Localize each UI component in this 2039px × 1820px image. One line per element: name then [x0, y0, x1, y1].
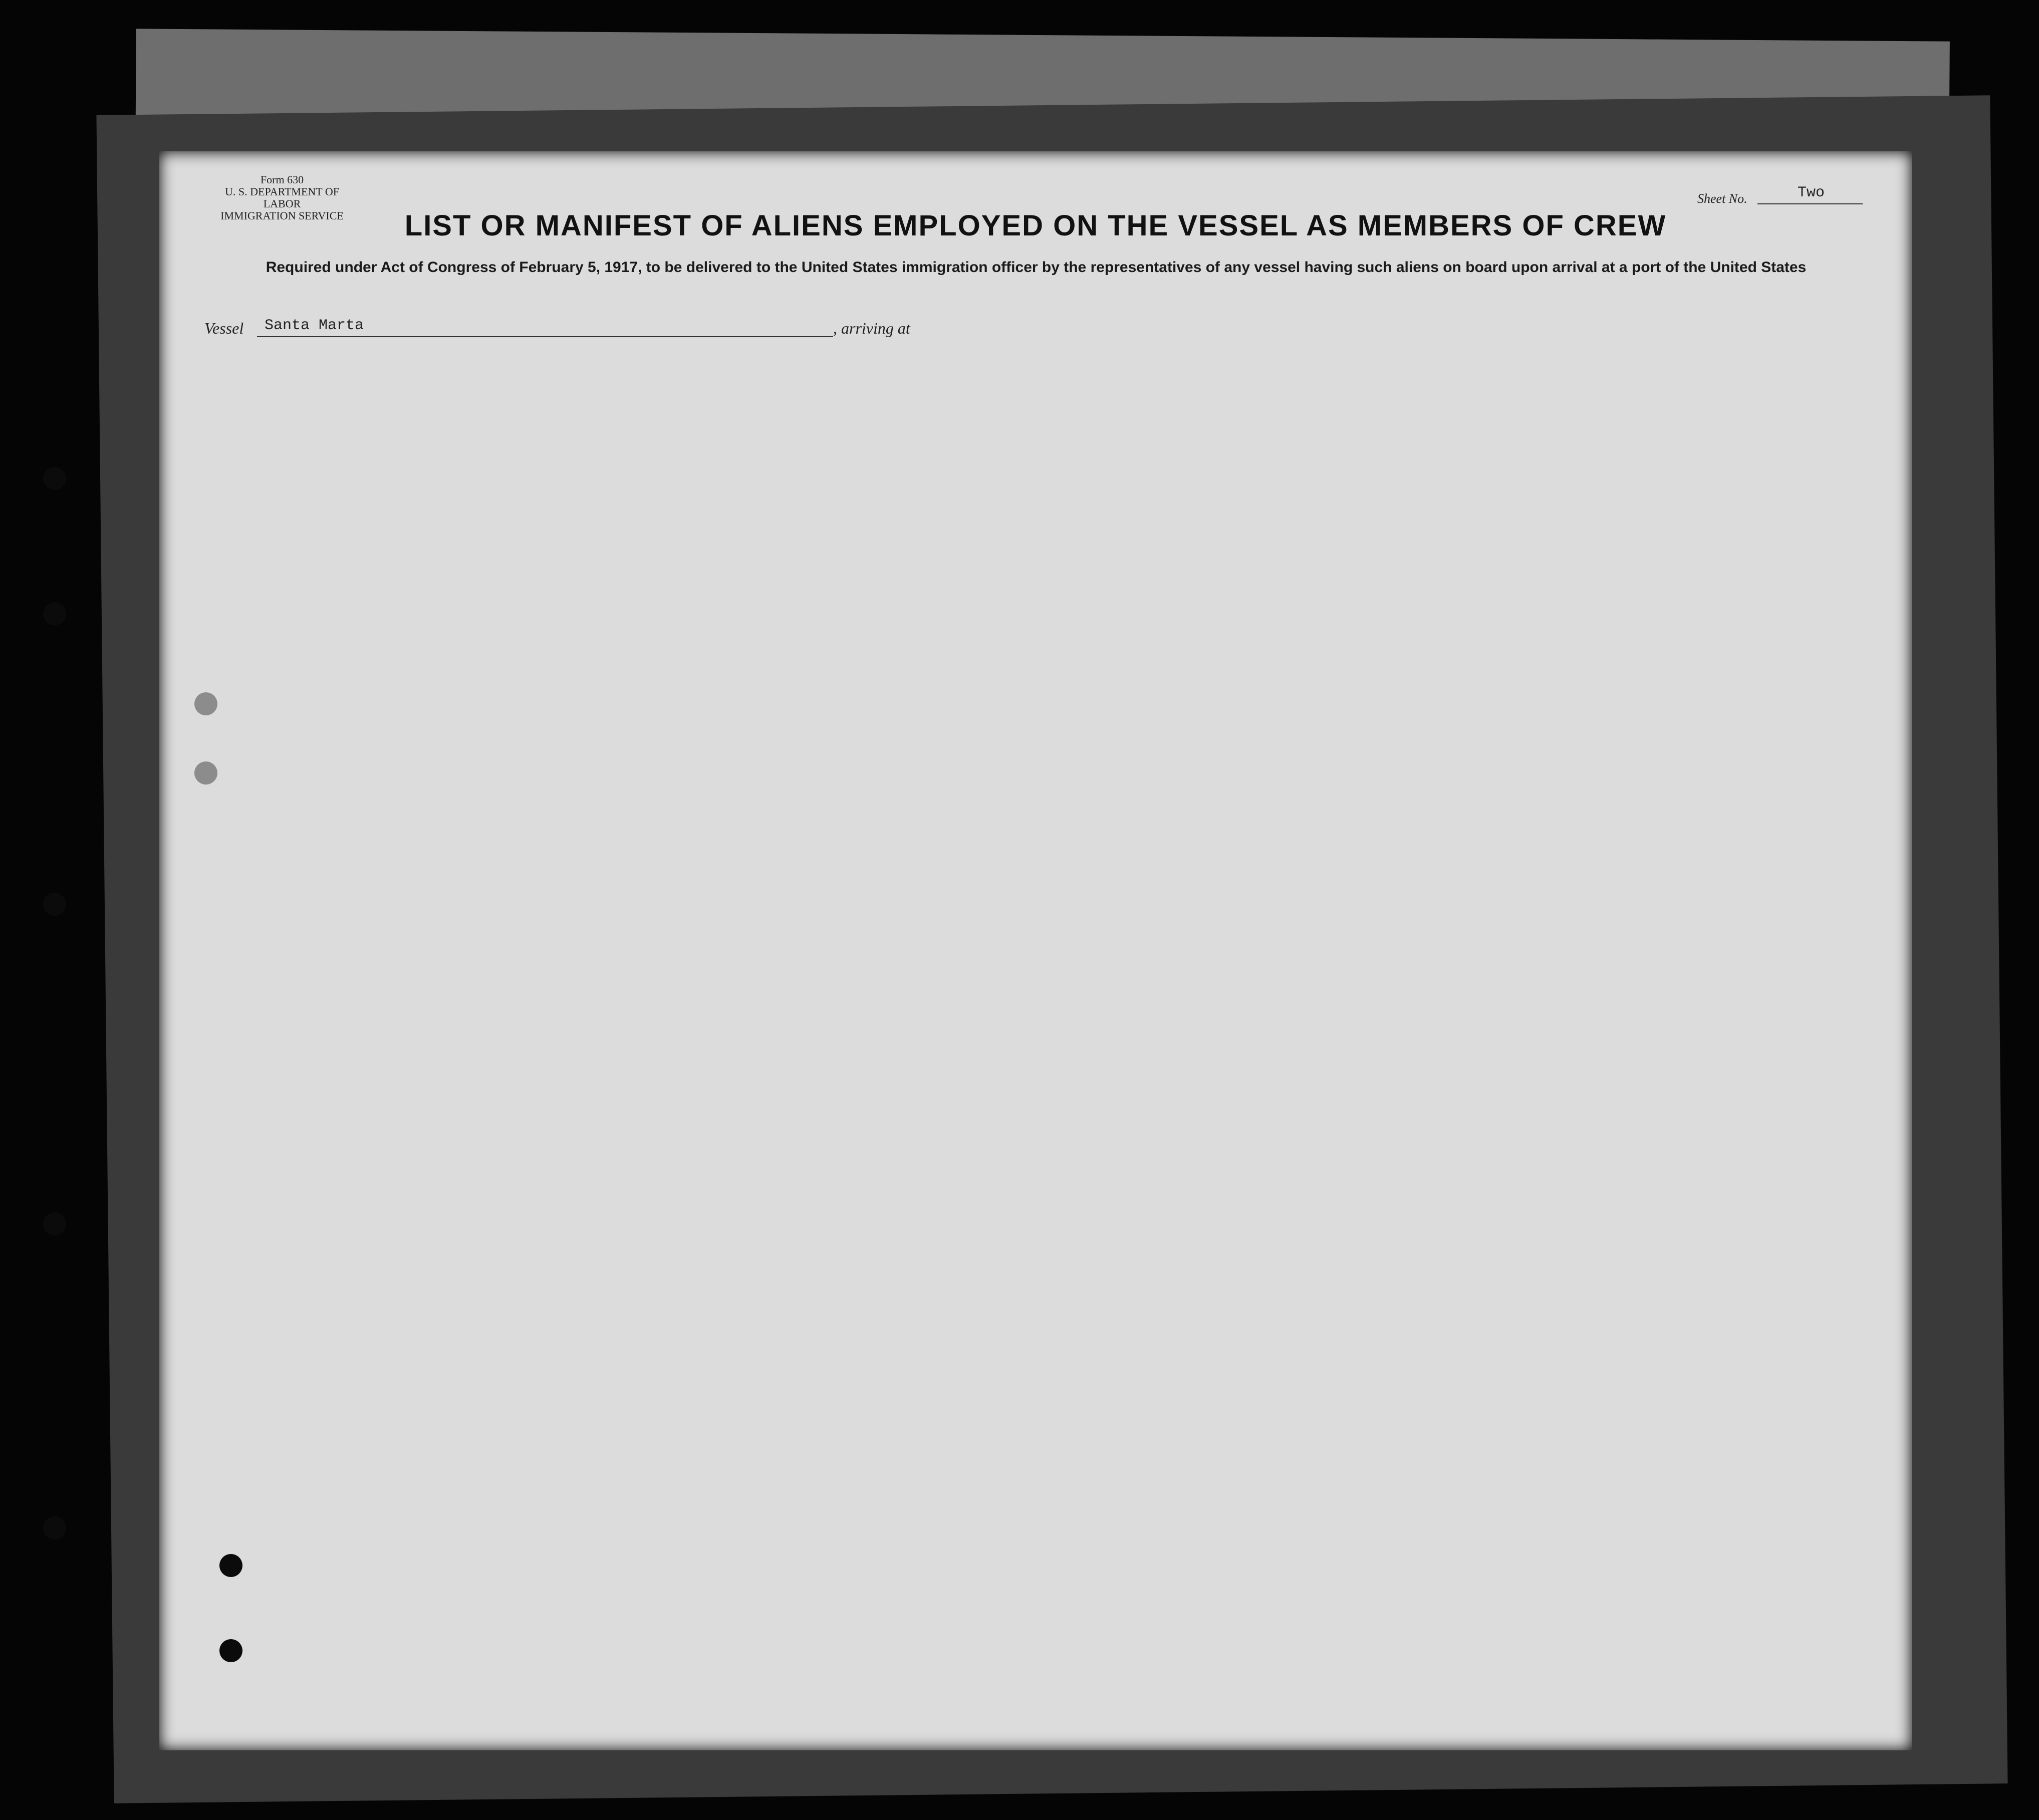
binder-hole	[43, 602, 66, 625]
binder-hole	[194, 692, 217, 715]
binder-hole	[43, 893, 66, 916]
page-subtitle: Required under Act of Congress of February 5, 1917, to be delivered to the United States immigration officer by the representatives of any vessel having such aliens on board upon arrival at a port of the United States	[266, 259, 1807, 276]
sheet-number-underline	[1757, 203, 1863, 204]
sheet-number-label: Sheet No.	[1697, 191, 1747, 206]
manifest-page	[159, 151, 1912, 1750]
form-number: Form 630	[260, 173, 304, 186]
binder-hole	[219, 1554, 242, 1577]
binder-hole	[43, 467, 66, 490]
arriving-label: , arriving at	[833, 319, 910, 337]
voyage-line	[159, 314, 1912, 344]
binder-hole	[219, 1639, 242, 1662]
sheet-number-value: Two	[1798, 184, 1825, 201]
page-title: LIST OR MANIFEST OF ALIENS EMPLOYED ON THE VESSEL AS MEMBERS OF CREW	[404, 209, 1667, 242]
service-name: IMMIGRATION SERVICE	[220, 209, 344, 222]
vessel-label: Vessel	[204, 319, 244, 337]
department-name: U. S. DEPARTMENT OF LABOR	[225, 185, 339, 210]
binder-hole	[194, 761, 217, 785]
binder-hole	[43, 1212, 66, 1235]
vessel-name: Santa Marta	[265, 317, 364, 334]
binder-hole	[43, 1516, 66, 1539]
vessel-underline	[257, 336, 833, 337]
